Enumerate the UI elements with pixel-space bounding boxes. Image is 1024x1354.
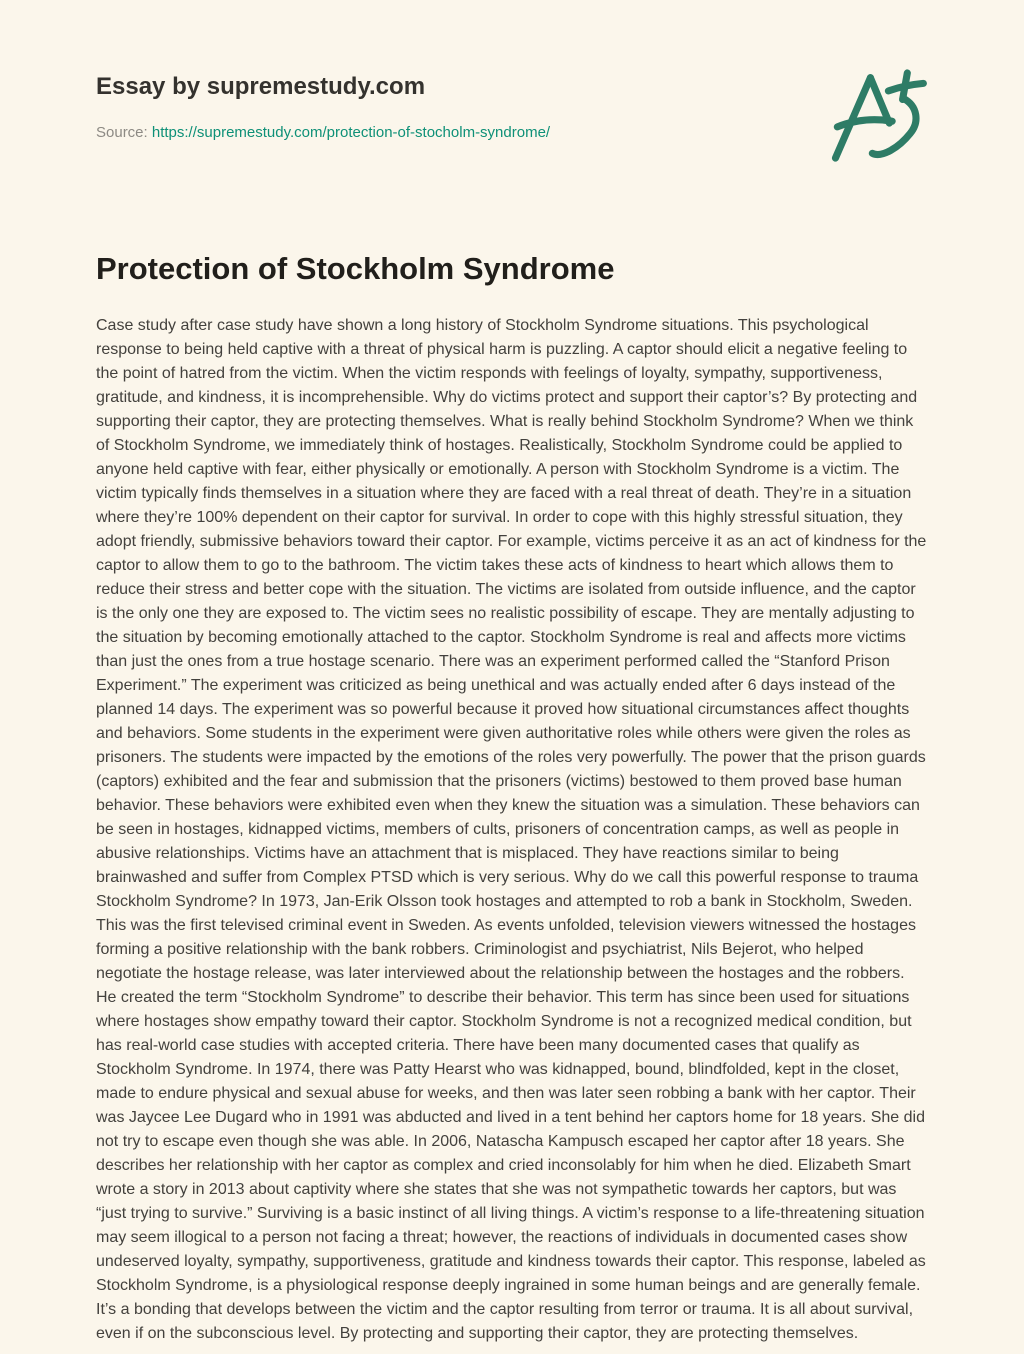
source-link[interactable]: https://supremestudy.com/protection-of-stocholm-syndrome/ (151, 124, 551, 141)
a-plus-logo-icon (826, 66, 930, 166)
source-label: Source: (96, 124, 148, 141)
essay-title: Protection of Stockholm Syndrome (96, 251, 615, 286)
source-line (96, 123, 550, 143)
page-title: Essay by supremestudy.com (96, 73, 426, 100)
essay-body-text: Case study after case study have shown a long history of Stockholm Syndrome situations. This psychological response to being held captive with a threat of physical harm is puzzling. A captor should elicit a negative feeling to the point of hatred from the victim. When the victim responds with feelings of loyalty, sympathy, supportiveness, gratitude, and kindness, it is incomprehensible. Why do victims protect and support their captor’s? By protecting and supporting their captor, they are protecting themselves. What is really behind Stockholm Syndrome? When we think of Stockholm Syndrome, we immediately think of hostages. Realistically, Stockholm Syndrome could be applied to anyone held captive with fear, either physically or emotionally. A person with Stockholm Syndrome is a victim. The victim typically finds themselves in a situation where they are faced with a real threat of death. They’re in a situation where they’re 100% dependent on their captor for survival. In order to cope with this highly stressful situation, they adopt friendly, submissive behaviors toward their captor. For example, victims perceive it as an act of kindness for the captor to allow them to go to the bathroom. The victim takes these acts of kindness to heart which allows them to reduce their stress and better cope with the situation. The victims are isolated from outside influence, and the captor is the only one they are exposed to. The victim sees no realistic possibility of escape. They are mentally adjusting to the situation by becoming emotionally attached to the captor. Stockholm Syndrome is real and affects more victims than just the ones from a true hostage scenario. There was an experiment performed called the “Stanford Prison Experiment.” The experiment was criticized as being unethical and was actually ended after 6 days instead of the planned 14 days. The experiment was so powerful because it proved how situational circumstances affect thoughts and behaviors. Some students in the experiment were given authoritative roles while others were given the roles as prisoners. The students were impacted by the emotions of the roles very powerfully. The power that the prison guards (captors) exhibited and the fear and submission that the prisoners (victims) bestowed to them proved base human behavior. These behaviors were exhibited even when they knew the situation was a simulation. These behaviors can be seen in hostages, kidnapped victims, members of cults, prisoners of concentration camps, as well as people in abusive relationships. Victims have an attachment that is misplaced. They have reactions similar to being brainwashed and suffer from Complex PTSD which is very serious. Why do we call this powerful response to trauma Stockholm Syndrome? In 1973, Jan-Erik Olsson took hostages and attempted to rob a bank in Stockholm, Sweden. This was the first televised criminal event in Sweden. As events unfolded, television viewers witnessed the hostages forming a positive relationship with the bank robbers. Criminologist and psychiatrist, Nils Bejerot, who helped negotiate the hostage release, was later interviewed about the relationship between the hostages and the robbers. He created the term “Stockholm Syndrome” to describe their behavior. This term has since been used for situations where hostages show empathy toward their captor. Stockholm Syndrome is not a recognized medical condition, but has real-world case studies with accepted criteria. There have been many documented cases that qualify as Stockholm Syndrome. In 1974, there was Patty Hearst who was kidnapped, bound, blindfolded, kept in the closet, made to endure physical and sexual abuse for weeks, and then was later seen robbing a bank with her captor. Their was Jaycee Lee Dugard who in 1991 was abducted and lived in a tent behind her captors home for 18 years. She did not try to escape even though she was able. In 2006, Natascha Kampusch escaped her captor after 18 years. She describes her relationship with her captor as complex and cried inconsolably for him when he died. Elizabeth Smart wrote a story in 2013 about captivity where she states that she was not sympathetic towards her captors, but was “just trying to survive.” Surviving is a basic instinct of all living things. A victim’s response to a life-threatening situation may seem illogical to a person not facing a threat; however, the reactions of individuals in documented cases show undeserved loyalty, sympathy, supportiveness, gratitude and kindness towards their captor. This response, labeled as Stockholm Syndrome, is a physiological response deeply ingrained in some human beings and are generally female. It’s a bonding that develops between the victim and the captor resulting from terror or trauma. It is all about survival, even if on the subconscious level. By protecting and supporting their captor, they are protecting themselves. (96, 317, 927, 1342)
